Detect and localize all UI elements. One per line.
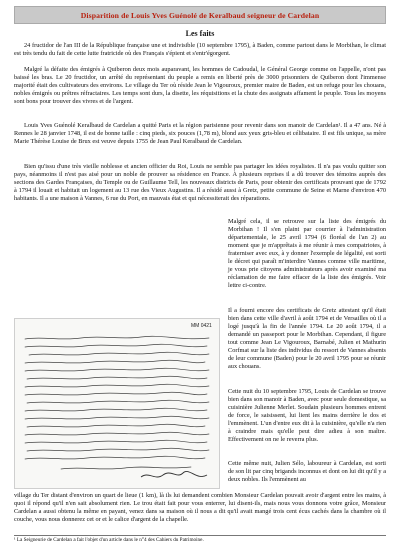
handwritten-letter-illustration [21,329,215,485]
paragraph-3: Louis Yves Guénolé Keralbaud de Cardelan a quitté Paris et la région parisienne pour revenir dans son manoir de Cardelan¹. Il a 47 ans. Né à Rennes le 28 janvier 1748, il est de bonne taille : cinq pieds, six pouces (1,78 m), blond aux yeux gris-bleu et célibataire. Il est fils unique, sa mère Marie Thérèse Louise de Brux est veuve depuis 1755 de Jean Paul Keralbaud de Cardelan. [14,122,386,145]
title-banner [14,6,386,24]
paragraph-1: 24 fructidor de l'an III de la République française une et indivisible (10 septembre 1795), à Baden, comme partout dans le Morbihan, le climat est très tendu du fait de cette lutte fratricide où des Français s'épient et s'entr'égorgent. [14,42,386,57]
right-paragraph-4: Cette même nuit, Julien Sélo, laboureur à Cardelan, est sorti de son lit par cinq brigands inconnus et dont on lui dit qu'il y a deux nobles. Ils l'emmènent au [228,460,386,483]
right-paragraph-2: Il a fourni encore des certificats de Gretz attestant qu'il était bien dans cette ville d'avril à août 1794 et de Versailles où il a logé jusqu'à la fin de l'année 1794. Le 20 août 1794, il a demandé un passeport pour le Morbihan. Cependant, il figure tout comme Jean Le Vigouroux, Barnabé, Julien et Mathurin Corfmat sur la liste des individus du ressort de Vannes absents de leur commune (Baden) pour le 20 avril 1795 pour se réunir aux chouans. [228,307,386,370]
paragraph-2: Malgré la défaite des émigrés à Quiberon deux mois auparavant, les hommes de Cadoudal, le Général George comme on l'appelle, n'ont pas baissé les bras. Le 20 fructidor, un arrêté du représentant du peuple a remis en liberté près de 3000 prisonniers de Quiberon dont l'immense majorité était des cultivateurs des environs. Le village du Ter où réside Jean le Vigouroux, premier maire de Baden, est un refuge pour les chouans, nobles émigrés ou prêtres réfractaires. Les temps sont durs, la disette, les réquisitions et la chute des assignats affament le peuple. Tous les moyens sont bons pour trouver des vivres et de l'argent. [14,66,386,105]
section-heading: Les faits [185,29,215,38]
page-title: Disparition de Louis Yves Guénolé de Keralbaud seigneur de Cardelan [80,10,320,20]
archival-letter-image [14,318,220,489]
paragraph-4: Bien qu'issu d'une très vieille noblesse et ancien officier du Roi, Louis ne semble pas partager les idées royalistes. Il n'a pas voulu quitter son pays, néanmoins il n'est pas aisé pour un noble de prouver sa résidence en France. À plusieurs reprises il a dû trouver des témoins auprès des sections des Gardes Françaises, du Temple ou de Guillaume Tell, les nouveaux districts de Paris, pour obtenir des certificats prouvant que de 1792 à 1794 il louait et habitait un logement au 13 rue des Vieux Augustins. Il a résidé aussi à Gretz, petite commune de Seine et Marne d'environ 470 habitants. Il a une maison à Vannes, 6 rue du Port, en mauvais état et qui nécessiterait des réparations. [14,163,386,202]
footnote: ¹ La Seigneurie de Cardelan a fait l'objet d'un article dans le n°4 des Cahiers du Patrimoine. [14,535,386,543]
right-paragraph-3: Cette nuit du 10 septembre 1795, Louis de Cardelan se trouve bien dans son manoir à Baden, avec pour seule domestique, sa cuisinière Julienne Merlet. Soudain plusieurs hommes entrent de force, le saisissent, lui lient les mains derrière le dos et l'emmènent. L'un d'entre eux dit à la cuisinière, qu'elle n'a rien à craindre mais qu'elle peut dire adieu à son maître. Effectivement on ne le reverra plus. [228,388,386,443]
right-paragraph-1: Malgré cela, il se retrouve sur la liste des émigrés du Morbihan ! Il s'en plaint par courrier à l'administration départementale, le 25 avril 1794 (6 floréal de l'an 2) au moment que je m'apprêtais à me réunir à mes compatriotes, à fraterniser avec eux, à y donner l'exemple de légalité, est sorti le décret qui paraît m'interdire Vannes comme ville maritime, je vous prie citoyens administrateurs après avoir examiné ma réclamation de me faire effacer de la liste des émigrés. Voir lettre ci-contre. [228,218,386,289]
archive-label: MM 0421 [191,323,212,329]
final-paragraph: village du Ter distant d'environ un quart de lieue (1 km), là ils lui demandent combien Monsieur Cardelan pouvait avoir d'argent entre les mains, à quoi il répond qu'il n'en sait absolument rien. Le trou était fait pour vous enterrer, lui disent-ils, mais nous vous donnons votre grâce, Monsieur Cardelan a aussi obtenu la même en payant, venez dans sa maison où il nous a dit qu'il avait mangé trois cent écus cachés dans la chambre où il couche, vous nous donnerez cet or et le calice d'argent de la chapelle. [14,492,386,523]
